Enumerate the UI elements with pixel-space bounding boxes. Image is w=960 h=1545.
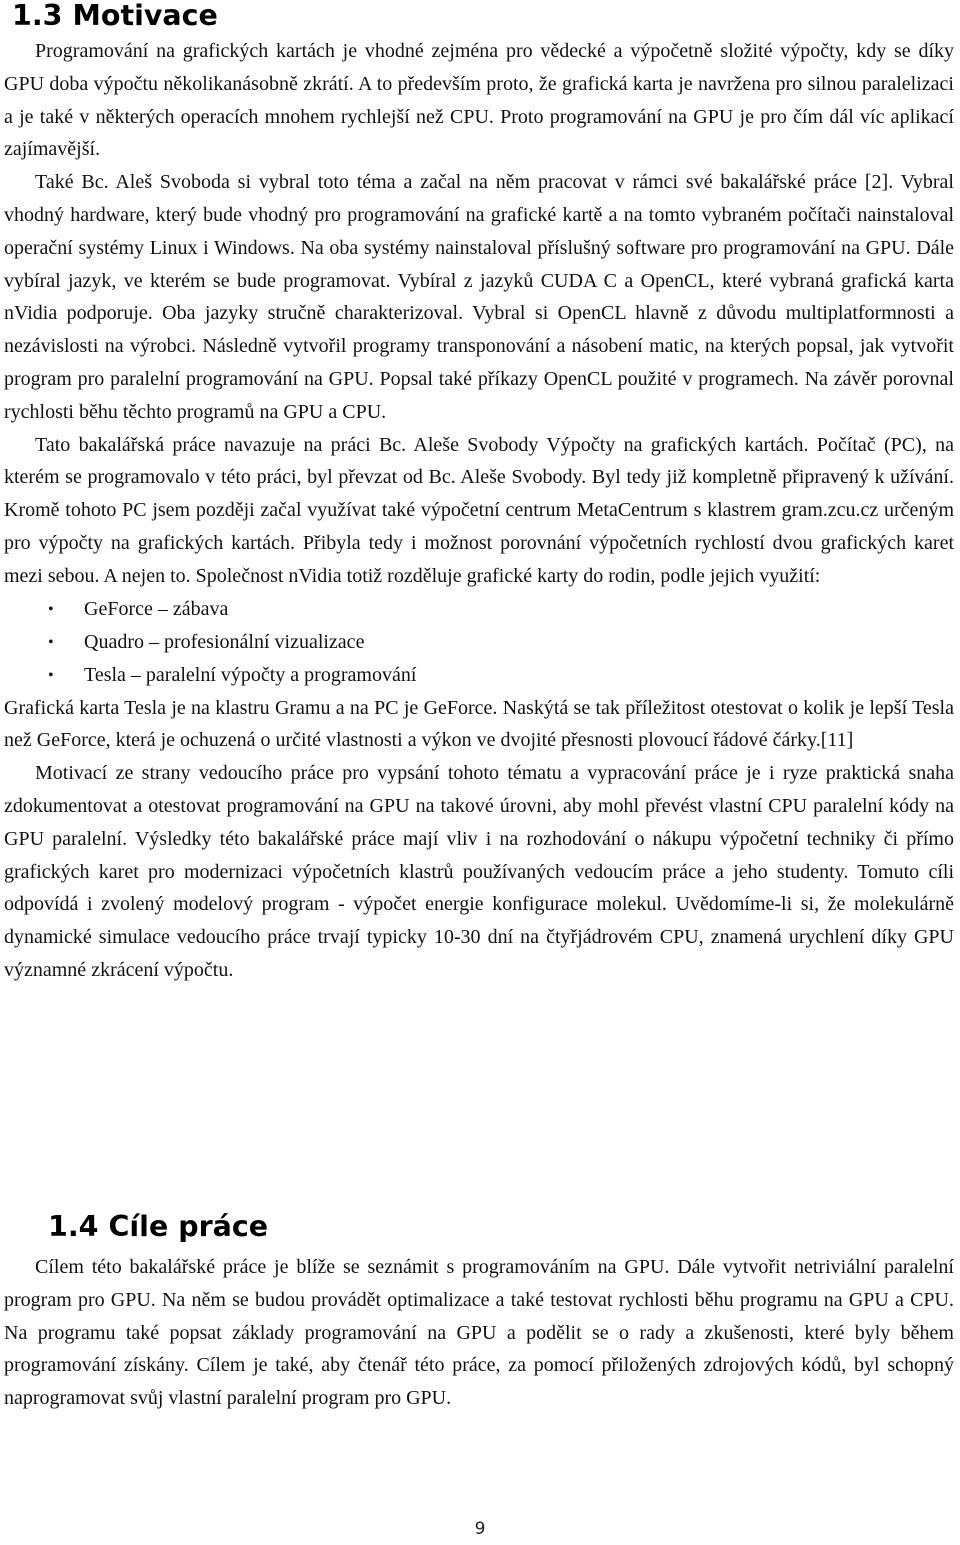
list-item-text: Tesla – paralelní výpočty a programování <box>84 663 417 686</box>
section-number: 1.3 <box>12 0 63 32</box>
gpu-family-list <box>4 593 954 692</box>
paragraph: Grafická karta Tesla je na klastru Gramu a na PC je GeForce. Naskýtá se tak příležitost otestovat o kolik je lepší Tesla než GeForce, která je ochuzená o určité vlastnosti a výkon ve dvojité přesnosti plovoucí řádové čárky.[11] <box>4 696 954 752</box>
bullet-icon: • <box>48 633 54 651</box>
motivace-body <box>4 35 954 987</box>
cile-prace-body <box>4 1251 954 1415</box>
bullet-icon: • <box>48 600 54 618</box>
page-number: 9 <box>474 1519 486 1539</box>
paragraph: Také Bc. Aleš Svoboda si vybral toto téma a začal na něm pracovat v rámci své bakalářské práce [2]. Vybral vhodný hardware, který bude vhodný pro programování na grafické kartě a na tomto vybraném počítači nainstaloval operační systémy Linux i Windows. Na oba systémy nainstaloval příslušný software pro programování na GPU. Dále vybíral jazyk, ve kterém se bude programovat. Vybíral z jazyků CUDA C a OpenCL, které vybraná grafická karta nVidia podporuje. Oba jazyky stručně charakterizoval. Vybral si OpenCL hlavně z důvodu multiplatformnosti a nezávislosti na výrobci. Následně vytvořil programy transponování a násobení matic, na kterých popsal, jak vytvořit program pro paralelní programování na GPU. Popsal také příkazy OpenCL použité v programech. Na závěr porovnal rychlosti běhu těchto programů na GPU a CPU. <box>4 171 954 423</box>
section-heading-cile-prace <box>48 1211 268 1243</box>
section-title: Motivace <box>72 0 218 32</box>
section-title: Cíle práce <box>108 1210 269 1243</box>
list-item <box>4 626 954 659</box>
paragraph: Programování na grafických kartách je vhodné zejména pro vědecké a výpočetně složité výpočty, kdy se díky GPU doba výpočtu několikanásobně zkrátí. A to především proto, že grafická karta je navržena pro silnou paralelizaci a je také v některých operacích mnohem rychlejší než CPU. Proto programování na GPU je pro čím dál víc aplikací zajímavější. <box>4 40 954 161</box>
bullet-icon: • <box>48 666 54 684</box>
list-item-text: Quadro – profesionální vizualizace <box>84 630 365 653</box>
paragraph: Motivací ze strany vedoucího práce pro vypsání tohoto tématu a vypracování práce je i ryze praktická snaha zdokumentovat a otestovat programování na GPU na takové úrovni, aby mohl převést vlastní CPU paralelní kódy na GPU paralelní. Výsledky této bakalářské práce mají vliv i na rozhodování o nákupu výpočetní techniky či přímo grafických karet pro modernizaci výpočetních klastrů používaných vedoucím práce a jeho studenty. Tomuto cíli odpovídá i zvolený modelový program - výpočet energie konfigurace molekul. Uvědomíme-li si, že molekulárně dynamické simulace vedoucího práce trvají typicky 10-30 dní na čtyřjádrovém CPU, znamená urychlení díky GPU významné zkrácení výpočtu. <box>4 762 954 981</box>
list-item <box>4 593 954 626</box>
paragraph: Cílem této bakalářské práce je blíže se seznámit s programováním na GPU. Dále vytvořit netriviální paralelní program pro GPU. Na něm se budou provádět optimalizace a také testovat rychlosti běhu programu na GPU a CPU. Na programu také popsat základy programování na GPU a podělit se o rady a zkušenosti, které byly během programování získány. Cílem je také, aby čtenář této práce, za pomocí přiložených zdrojových kódů, byl schopný naprogramovat svůj vlastní paralelní program pro GPU. <box>4 1256 954 1410</box>
section-number: 1.4 <box>48 1210 99 1243</box>
list-item-text: GeForce – zábava <box>84 597 229 620</box>
list-item <box>4 659 954 692</box>
section-heading-motivace <box>12 0 218 32</box>
paragraph: Tato bakalářská práce navazuje na práci Bc. Aleše Svobody Výpočty na grafických kartách. Počítač (PC), na kterém se programovalo v této práci, byl převzat od Bc. Aleše Svobody. Byl tedy již kompletně připravený k užívání. Kromě tohoto PC jsem později začal využívat také výpočetní centrum MetaCentrum s klastrem gram.zcu.cz určeným pro výpočty na grafických kartách. Přibyla tedy i možnost porovnání výpočetních rychlostí dvou grafických karet mezi sebou. A nejen to. Společnost nVidia totiž rozděluje grafické karty do rodin, podle jejich využití: <box>4 433 954 587</box>
